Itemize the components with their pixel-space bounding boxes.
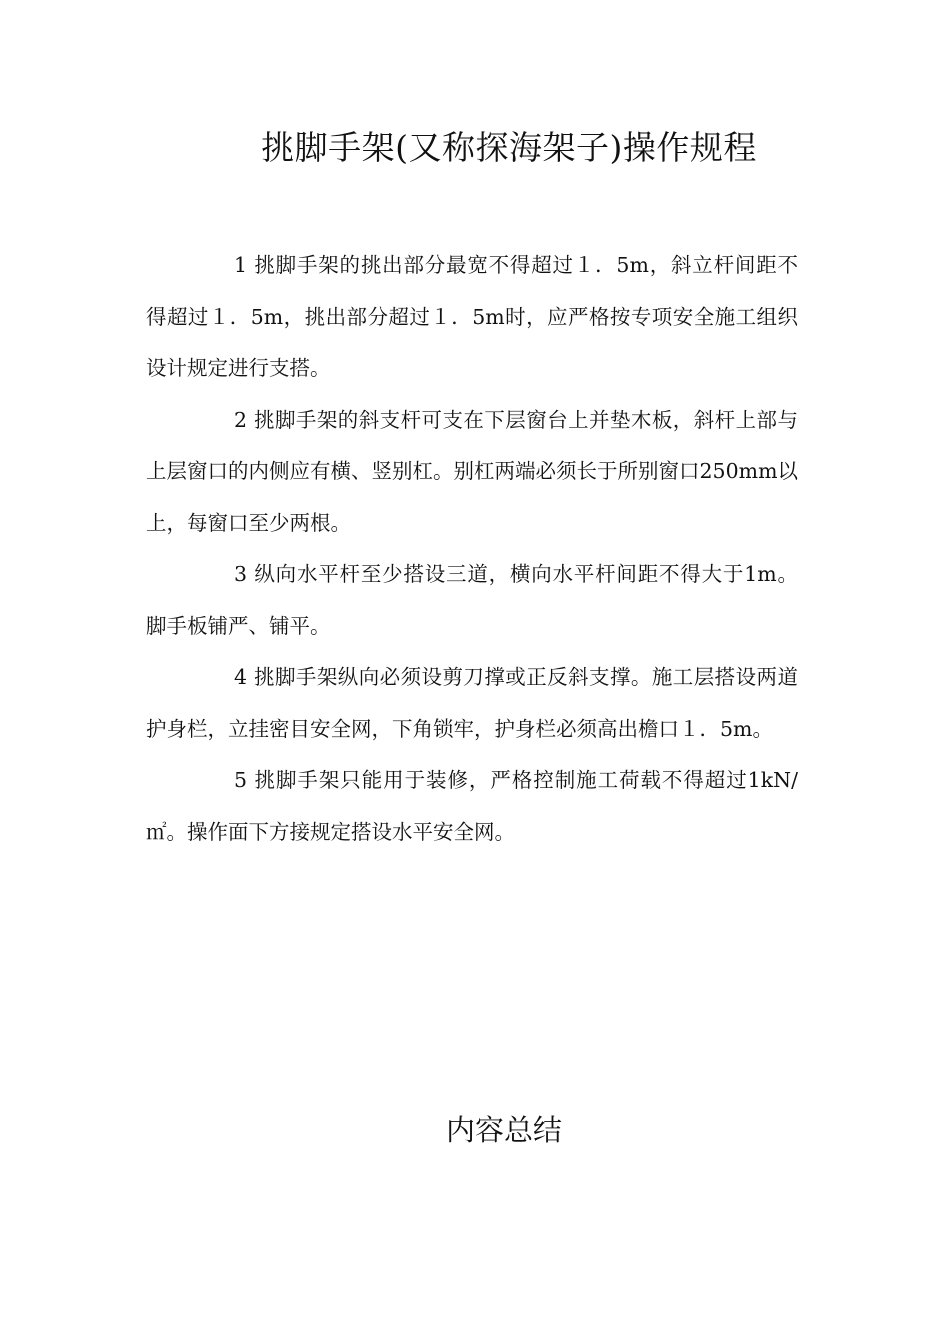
paragraph-2: 2 挑脚手架的斜支杆可支在下层窗台上并垫木板，斜杆上部与上层窗口的内侧应有横、竖别杠。别杠两端必须长于所别窗口250mm以上，每窗口至少两根。 <box>146 407 799 535</box>
paragraph-4: 4 挑脚手架纵向必须设剪刀撑或正反斜支撑。施工层搭设两道护身栏，立挂密目安全网，下角锁牢，护身栏必须高出檐口１．5m。 <box>146 665 798 741</box>
paragraph-5: 5 挑脚手架只能用于装修，严格控制施工荷载不得超过1kN/㎡。操作面下方接规定搭设水平安全网。 <box>146 768 798 844</box>
paragraph-1: 1 挑脚手架的挑出部分最宽不得超过１．5m，斜立杆间距不得超过１．5m，挑出部分超过１．5m时，应严格按专项安全施工组织设计规定进行支搭。 <box>146 253 798 380</box>
document-body <box>146 240 798 858</box>
summary-heading: 内容总结 <box>445 1113 562 1147</box>
document-title: 挑脚手架(又称探海架子)操作规程 <box>261 128 757 167</box>
paragraph-3: 3 纵向水平杆至少搭设三道，横向水平杆间距不得大于1m。脚手板铺严、铺平。 <box>146 562 798 638</box>
